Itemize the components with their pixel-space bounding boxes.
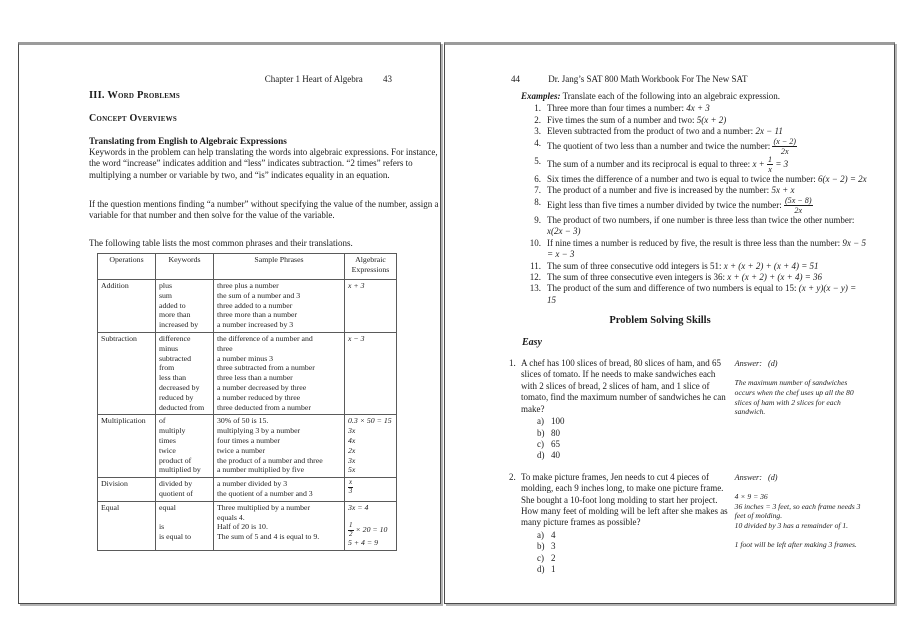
math-expression: 5 + 4 = 9 — [348, 538, 379, 548]
answer-note-line: 1 foot will be left after making 3 frames. — [734, 539, 857, 549]
table-header-cell: Algebraic Expressions — [345, 254, 397, 280]
left-page-header — [19, 74, 392, 84]
table-line — [159, 344, 210, 354]
table-line — [159, 393, 210, 403]
choice-value: 1 — [551, 563, 556, 574]
table-header-cell: Sample Phrases — [214, 254, 345, 280]
answer-note-line: The maximum number of sandwiches occurs when the chef uses up all the 80 slices of ham with 2 slices for each sandwich. — [734, 378, 854, 417]
choice-label: c) — [537, 552, 544, 563]
table-line — [217, 436, 341, 446]
text-run: a number decreased by three — [217, 382, 307, 392]
math-expression: = 3 — [773, 158, 789, 169]
text-run: sum — [159, 290, 172, 300]
table-line — [159, 334, 210, 344]
page-number: 43 — [383, 74, 392, 84]
text-run: three plus a number — [217, 281, 279, 290]
table-line — [159, 383, 210, 393]
choice-label: a) — [537, 529, 544, 540]
answer-line — [735, 472, 867, 483]
table-line — [217, 522, 341, 532]
text-run: plus — [159, 281, 172, 290]
text-run: the difference of a number and — [217, 333, 313, 343]
math-expression: x + 3 — [348, 281, 365, 290]
answer-note — [735, 378, 867, 416]
expression-cell — [345, 501, 397, 550]
text-run: equals 4. — [217, 512, 245, 522]
table-line — [217, 465, 341, 475]
example-item — [519, 126, 867, 137]
text-run: a number multiplied by five — [217, 465, 305, 475]
table-line — [348, 456, 393, 466]
text-run: is equal to — [159, 532, 192, 542]
table-intro: The following table lists the most common phrases and their translations. — [89, 238, 353, 248]
paragraph: Keywords in the problem can help translating the words into algebraic expressions. For instance, the word “increase” indicates addition and “less” indicates subtraction. “2 times” refers to multiplying a number or variable by two, and “is” indicates equality in an equation. — [89, 147, 438, 180]
answer-value: (d) — [767, 472, 778, 482]
choice-label: a) — [537, 416, 544, 427]
text-run: reduced by — [159, 392, 194, 402]
expression-cell — [345, 415, 397, 478]
table-line — [159, 354, 210, 364]
left-page — [18, 42, 441, 604]
math-expression: 0.3 × 50 = 15 — [348, 416, 392, 426]
table-line — [159, 373, 210, 383]
table-line — [217, 479, 341, 489]
question-number: 2. — [509, 471, 516, 482]
math-expression: x(2x − 3) — [547, 226, 581, 237]
table-line — [217, 354, 341, 364]
example-item — [519, 115, 867, 126]
math-expression: (x + y)(x − y) = 15 — [547, 283, 857, 305]
example-number: 5. — [534, 155, 541, 166]
keywords-cell — [156, 280, 214, 333]
choice-label: b) — [537, 541, 545, 552]
text-run: Eleven subtracted from the product of two and a number: — [547, 126, 756, 137]
example-item — [519, 174, 867, 185]
choice-label: c) — [537, 438, 544, 449]
example-item — [519, 238, 867, 261]
example-item — [519, 138, 867, 156]
choice-value: 3 — [551, 541, 556, 552]
phrases-cell — [214, 501, 345, 550]
text-run: a number divided by 3 — [217, 479, 288, 489]
example-item — [519, 185, 867, 196]
text-run: added to — [159, 300, 186, 310]
table-line — [217, 320, 341, 330]
table-line — [348, 465, 393, 475]
table-line — [217, 489, 341, 499]
answer-note-line: 4 × 9 = 36 — [734, 492, 768, 502]
example-number: 6. — [534, 174, 541, 184]
choice — [537, 553, 731, 564]
table-line — [217, 416, 341, 426]
math-expression: 3x — [348, 426, 356, 436]
text-run: subtracted — [159, 353, 192, 363]
question-number: 1. — [509, 358, 516, 369]
choice-value: 40 — [551, 450, 560, 461]
table-row — [98, 415, 397, 478]
table-line — [159, 479, 210, 489]
right-page-header — [511, 74, 748, 84]
text-run: less than — [159, 373, 187, 383]
example-number: 3. — [534, 126, 541, 137]
math-expression: 4x + 3 — [686, 103, 710, 114]
example-item — [519, 283, 867, 306]
text-run: a number increased by 3 — [217, 320, 294, 330]
table-line — [217, 503, 341, 513]
text-run: quotient of — [159, 488, 193, 498]
math-expression: 5x + x — [771, 185, 795, 196]
math-expression: x − 3 — [348, 333, 365, 343]
text-run: If nine times a number is reduced by five, the result is three less than the number: — [547, 237, 843, 248]
phrases-cell — [214, 332, 345, 414]
math-expression: 2x − 11 — [755, 126, 783, 137]
text-run: Three more than four times a number: — [547, 103, 687, 114]
fraction: $\frac{x}{3}$ — [348, 478, 353, 496]
math-expression: 5x — [348, 465, 356, 475]
page-number: 44 — [511, 74, 520, 84]
table-line — [159, 310, 210, 320]
answer-note-line: 36 inches = 3 feet, so each frame needs 3 feet of molding. — [734, 501, 861, 521]
text-run: equal — [159, 502, 176, 512]
choice-value: 100 — [551, 416, 565, 427]
math-expression: 3x = 4 — [348, 502, 369, 512]
table-line — [348, 334, 393, 344]
choice-value: 80 — [551, 427, 560, 438]
question-main — [509, 472, 731, 576]
table-line — [217, 403, 341, 413]
text-run: Five times the sum of a number and two: — [547, 114, 697, 125]
choice-label: d) — [537, 563, 545, 574]
table-line — [217, 291, 341, 301]
keywords-cell — [156, 501, 214, 550]
text-run: multiplying 3 by a number — [217, 426, 301, 436]
table-line — [217, 310, 341, 320]
question-text: A chef has 100 slices of bread, 80 slices of ham, and 65 slices of tomato. If he needs to make sandwiches each with 2 slices of bread, 2 slices of ham, and 1 slice of tomato, find the maximum number of sandwiches he can make? — [521, 358, 726, 414]
text-run: multiplied by — [159, 465, 201, 475]
table-row — [98, 332, 397, 414]
text-run: times — [159, 435, 176, 445]
text-run: The sum of a number and its reciprocal is equal to three: — [547, 158, 753, 169]
answer-note-line: 10 divided by 3 has a remainder of 1. — [734, 520, 849, 530]
answer-value: (d) — [767, 359, 778, 369]
text-run: deducted from — [159, 402, 205, 412]
text-run: The sum of three consecutive odd integers is 51: — [547, 260, 724, 271]
math-expression: 9x − 5 = x − 3 — [547, 237, 866, 260]
table-line — [217, 383, 341, 393]
table-line — [217, 456, 341, 466]
table-line — [348, 538, 393, 548]
answer-column — [735, 358, 867, 462]
table-line — [217, 363, 341, 373]
table-line — [217, 301, 341, 311]
example-number: 8. — [534, 196, 541, 207]
questions-section — [509, 358, 867, 575]
question-main — [509, 358, 731, 462]
keywords-cell — [156, 415, 214, 478]
text-run: three — [217, 343, 233, 353]
fraction: $\frac{1}{x}$ — [768, 154, 773, 174]
table-line — [159, 301, 210, 311]
table-line — [159, 522, 210, 532]
right-page — [444, 42, 895, 604]
problem-solving-title: Problem Solving Skills — [609, 315, 711, 327]
example-item — [519, 103, 867, 114]
phrases-cell — [214, 280, 345, 333]
table-row — [98, 501, 397, 550]
text-run: increased by — [159, 320, 199, 330]
text-run: Half of 20 is 10. — [217, 522, 268, 532]
answer-label: Answer: — [734, 359, 762, 369]
examples-list — [519, 103, 867, 306]
fraction: $\frac{1}{2}$ — [349, 521, 353, 539]
subsection-title: Concept Overviews — [89, 113, 177, 124]
example-item — [519, 156, 867, 174]
text-run: minus — [159, 343, 179, 353]
section-title: III. Word Problems — [89, 90, 181, 101]
text-run: a number minus 3 — [217, 353, 274, 363]
table-line — [348, 503, 393, 513]
text-run: is — [159, 522, 165, 532]
text-run: The product of two numbers, if one number is three less than twice the other number: — [547, 215, 855, 225]
answer-note — [735, 540, 867, 550]
examples-label: Examples: — [521, 91, 561, 101]
text-run: product of — [159, 455, 192, 465]
question — [509, 358, 867, 462]
book-title: Dr. Jang’s SAT 800 Math Workbook For The New SAT — [548, 74, 748, 84]
text-run: The quotient of two less than a number and twice the number: — [547, 140, 773, 151]
example-item — [519, 215, 867, 238]
choice — [537, 450, 731, 461]
table-line — [348, 426, 393, 436]
table-line — [217, 393, 341, 403]
choices — [537, 530, 731, 576]
table-line — [348, 479, 393, 495]
question-text: To make picture frames, Jen needs to cut 4 pieces of molding, each 9 inches long, to make one picture frame. She bought a 10-foot long molding to start her project. How many feet of molding will be left after she makes as many picture frames as possible? — [521, 471, 728, 528]
topic-heading: Translating from English to Algebraic Expressions — [89, 136, 287, 146]
table-line — [217, 426, 341, 436]
table-line — [159, 489, 210, 499]
fraction: $\frac{(x - 2)}{2x}$ — [773, 136, 796, 156]
example-number: 12. — [529, 272, 541, 283]
table-line — [159, 465, 210, 475]
text-run: Six times the difference of a number and two is equal to twice the number: — [547, 174, 819, 184]
table-line — [217, 334, 341, 344]
example-number: 11. — [530, 260, 541, 271]
table-line — [159, 436, 210, 446]
table-line — [159, 403, 210, 413]
expression-cell — [345, 332, 397, 414]
math-expression: x + (x + 2) + (x + 4) = 51 — [723, 260, 819, 271]
text-run: three added to a number — [217, 300, 293, 310]
text-run: three more than a number — [217, 310, 298, 320]
text-run: The sum of three consecutive even integers is 36: — [547, 272, 728, 283]
table-line — [159, 503, 210, 513]
operation-cell: Addition — [98, 280, 156, 333]
question — [509, 472, 867, 576]
text-run: difference — [159, 333, 191, 343]
operation-cell: Equal — [98, 501, 156, 550]
text-run: of — [159, 416, 166, 426]
text-run: decreased by — [159, 382, 200, 392]
text-run: more than — [159, 310, 191, 320]
difficulty-label: Easy — [522, 336, 542, 348]
table-line — [217, 281, 341, 291]
text-run: four times a number — [217, 435, 281, 445]
text-run: from — [159, 363, 175, 373]
example-number: 10. — [529, 237, 541, 248]
table-line — [217, 446, 341, 456]
math-expression: 6(x − 2) = 2x — [818, 174, 867, 184]
table-header-cell: Operations — [98, 254, 156, 280]
table-line — [217, 373, 341, 383]
table-line — [348, 446, 393, 456]
answer-note — [735, 492, 867, 530]
math-expression: 5(x + 2) — [696, 114, 727, 125]
text-run: three deducted from a number — [217, 402, 311, 412]
text-run: 30% of 50 is 15. — [217, 416, 269, 426]
table-line — [217, 513, 341, 523]
table-line — [217, 532, 341, 542]
text-run: twice — [159, 445, 176, 455]
choice — [537, 428, 731, 439]
example-number: 4. — [534, 137, 541, 148]
operation-cell: Subtraction — [98, 332, 156, 414]
text-run: the quotient of a number and 3 — [217, 488, 313, 498]
table-line — [348, 513, 393, 523]
answer-column — [735, 472, 867, 576]
text-run: the sum of a number and 3 — [217, 290, 301, 300]
table-line — [159, 363, 210, 373]
choice — [537, 564, 731, 575]
text-run: The product of a number and five is increased by the number: — [547, 185, 772, 196]
choice-value: 65 — [551, 438, 560, 449]
example-number: 9. — [534, 215, 541, 225]
example-number: 7. — [534, 185, 541, 196]
expression-cell — [345, 280, 397, 333]
fraction: $\frac{(5x - 8)}{2x}$ — [784, 195, 812, 215]
text-run: The product of the sum and difference of two numbers is equal to 15: — [547, 283, 799, 294]
choice-value: 4 — [551, 529, 556, 540]
choice — [537, 439, 731, 450]
text-run: a number reduced by three — [217, 392, 301, 402]
right-page-body — [509, 91, 867, 575]
math-expression: × 20 = 10 — [353, 525, 388, 535]
keywords-cell — [156, 332, 214, 414]
operation-cell: Division — [98, 478, 156, 502]
choice-label: d) — [537, 450, 545, 461]
table-line — [159, 426, 210, 436]
choice — [537, 541, 731, 552]
table-line — [348, 416, 393, 426]
table-line — [159, 446, 210, 456]
choices — [537, 416, 731, 462]
table-row — [98, 478, 397, 502]
table-line — [159, 281, 210, 291]
text-run: Eight less than five times a number divided by twice the number: — [547, 199, 784, 210]
text-run: multiply — [159, 426, 186, 436]
table-line — [159, 416, 210, 426]
choice — [537, 416, 731, 427]
example-number: 13. — [529, 283, 541, 294]
text-run: The sum of 5 and 4 is equal to 9. — [217, 532, 320, 542]
table-line — [159, 456, 210, 466]
table-line — [348, 436, 393, 446]
example-item — [519, 272, 867, 283]
text-run: twice a number — [217, 445, 266, 455]
math-expression: x + — [752, 158, 768, 169]
chapter-title: Chapter 1 Heart of Algebra — [264, 74, 363, 84]
choice — [537, 530, 731, 541]
choice-value: 2 — [551, 552, 556, 563]
table-line — [159, 320, 210, 330]
table-line — [348, 522, 393, 538]
phrases-cell — [214, 415, 345, 478]
text-run: three subtracted from a number — [217, 363, 315, 373]
text-run: Three multiplied by a number — [217, 502, 311, 512]
phrases-cell — [214, 478, 345, 502]
choice-label: b) — [537, 427, 545, 438]
math-expression: x + (x + 2) + (x + 4) = 36 — [727, 272, 823, 283]
example-item — [519, 197, 867, 215]
math-expression: 4x — [348, 435, 356, 445]
table-line — [159, 513, 210, 523]
table-line — [348, 281, 393, 291]
example-number: 1. — [534, 103, 541, 114]
example-item — [519, 261, 867, 272]
answer-line — [735, 358, 867, 369]
expression-cell — [345, 478, 397, 502]
translation-table — [97, 253, 397, 551]
answer-label: Answer: — [734, 472, 762, 482]
table-line — [159, 532, 210, 542]
math-expression: 2x — [348, 445, 356, 455]
text-run: the product of a number and three — [217, 455, 323, 465]
text-run: divided by — [159, 479, 193, 489]
table-row — [98, 280, 397, 333]
table-line — [159, 291, 210, 301]
example-number: 2. — [534, 114, 541, 125]
text-run: three less than a number — [217, 373, 293, 383]
paragraph: If the question mentions finding “a number” without specifying the value of the number, assign a variable for that number and then solve for the value of the variable. — [89, 199, 439, 221]
examples-intro: Examples: Translate each of the following into an algebraic expression. — [521, 91, 780, 101]
keywords-cell — [156, 478, 214, 502]
math-expression: 3x — [348, 455, 356, 465]
table-header-cell: Keywords — [156, 254, 214, 280]
table-line — [217, 344, 341, 354]
operation-cell: Multiplication — [98, 415, 156, 478]
